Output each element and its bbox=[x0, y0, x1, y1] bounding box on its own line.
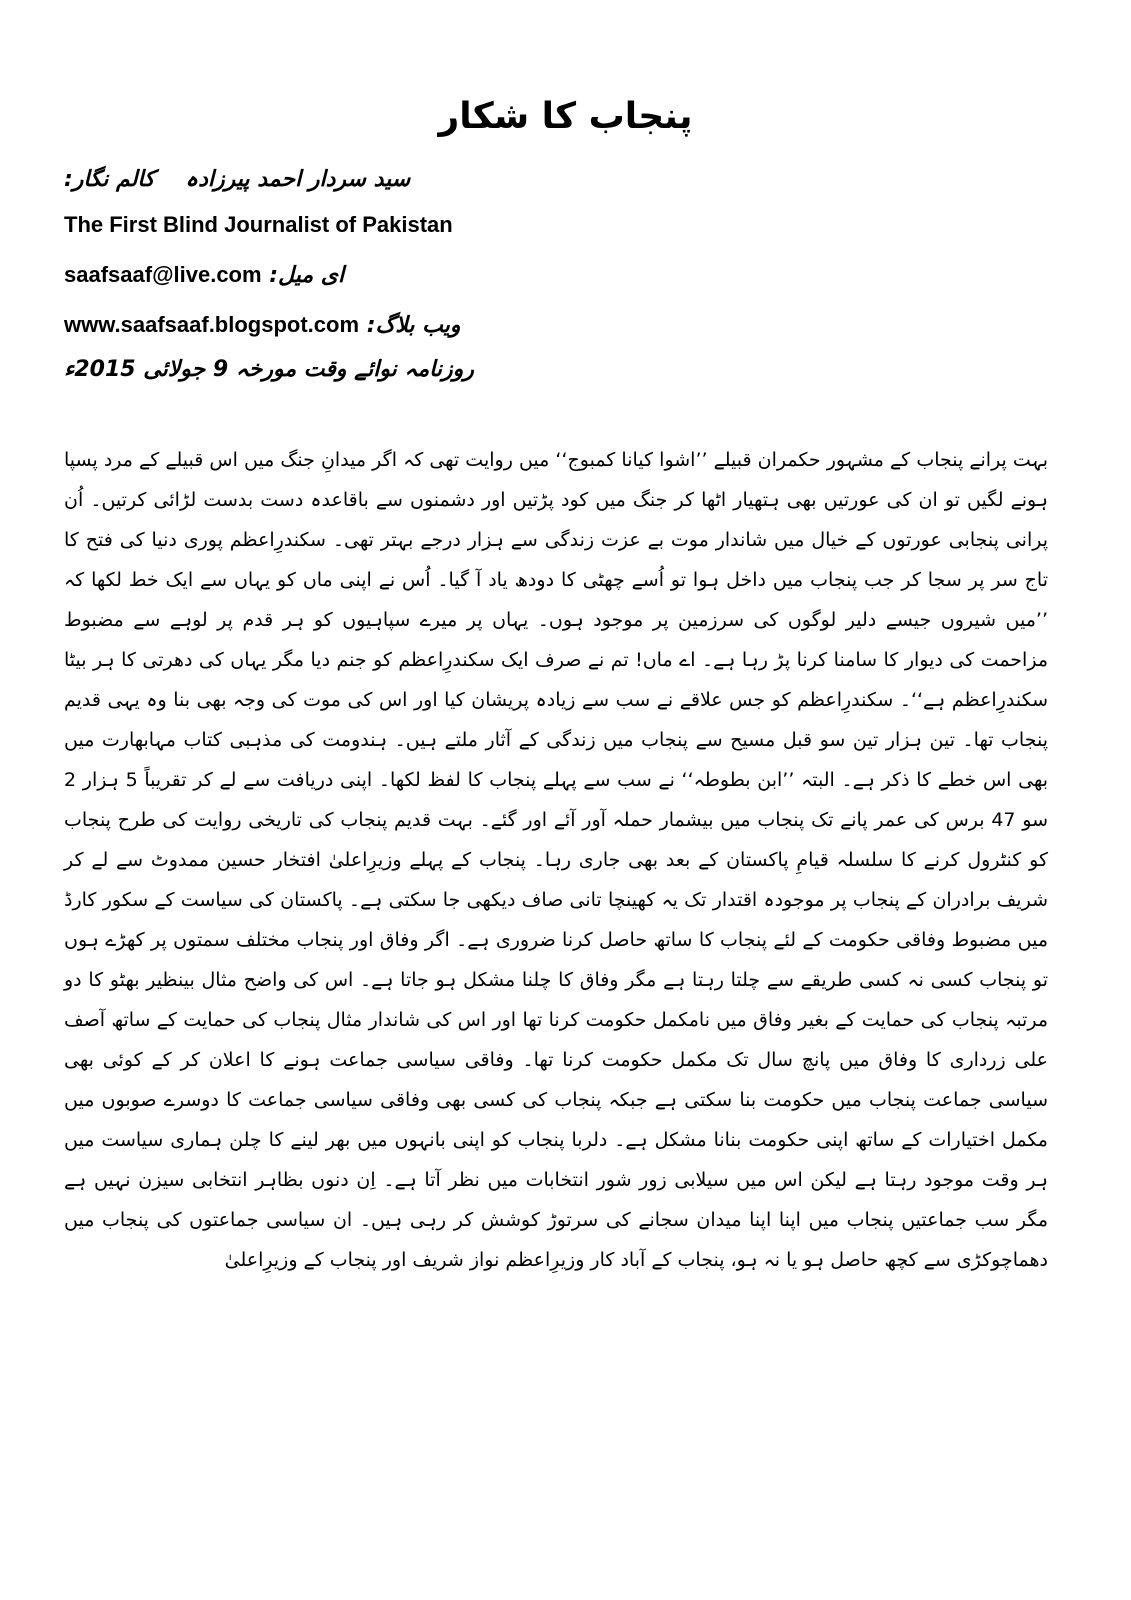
email-label: ای میل: bbox=[269, 263, 345, 288]
author-name: سید سردار احمد پیرزادہ bbox=[185, 167, 411, 192]
email-address: saafsaaf@live.com bbox=[64, 262, 262, 287]
tagline bbox=[64, 205, 453, 245]
author-line bbox=[64, 160, 410, 200]
publication-text: روزنامہ نوائے وقت مورخہ 9 جولائی 2015ء bbox=[64, 357, 474, 382]
author-label: کالم نگار: bbox=[64, 167, 155, 192]
website-line bbox=[64, 305, 460, 345]
publication-line bbox=[64, 350, 474, 390]
article-body: بہت پرانے پنجاب کے مشہور حکمران قبیلے ’’اشوا کیانا کمبوج‘‘ میں روایت تھی کہ اگر میدانِ جنگ میں اس قبیلے کے مرد پسپا ہونے لگیں تو ان کی عورتیں بھی ہتھیار اٹھا کر جنگ میں کود پڑتیں اور دشمنوں سے باقاعدہ دست بدست لڑائی کرتیں۔ اُن پرانی پنجابی عورتوں کے خیال میں شاندار موت بے عزت زندگی سے ہزار درجے بہتر تھی۔ سکندرِاعظم پوری دنیا کی فتح کا تاج سر پر سجا کر جب پنجاب میں داخل ہوا تو اُسے چھٹی کا دودھ یاد آ گیا۔ اُس نے اپنی ماں کو یہاں سے ایک خط لکھا کہ ’’میں شیروں جیسے دلیر لوگوں کی سرزمین پر موجود ہوں۔ یہاں پر میرے سپاہیوں کو ہر قدم پر لوہے سے مضبوط مزاحمت کی دیوار کا سامنا کرنا پڑ رہا ہے۔ اے ماں! تم نے صرف ایک سکندرِاعظم کو جنم دیا مگر یہاں کی دھرتی کا ہر بیٹا سکندرِاعظم ہے‘‘۔ سکندرِاعظم کو جس علاقے نے سب سے زیادہ پریشان کیا اور اس کی موت کی وجہ بھی بنا وہ یہی قدیم پنجاب تھا۔ تین ہزار تین سو قبل مسیح سے پنجاب میں زندگی کے آثار ملتے ہیں۔ ہندومت کی مذہبی کتاب مہابھارت میں بھی اس خطے کا ذکر ہے۔ البتہ ’’ابن بطوطہ‘‘ نے سب سے پہلے پنجاب کا لفظ لکھا۔ اپنی دریافت سے لے کر تقریباً 5 ہزار 2 سو 47 برس کی عمر پانے تک پنجاب میں بیشمار حملہ آور آئے اور گئے۔ بہت قدیم پنجاب کی تاریخی روایت کی طرح پنجاب کو کنٹرول کرنے کا سلسلہ قیامِ پاکستان کے بعد بھی جاری رہا۔ پنجاب کے پہلے وزیرِاعلیٰ افتخار حسین ممدوٹ سے لے کر شریف برادران کے پنجاب پر موجودہ اقتدار تک یہ کھینچا تانی صاف دیکھی جا سکتی ہے۔ پاکستان کی سیاست کے سکور کارڈ میں مضبوط وفاقی حکومت کے لئے پنجاب کا ساتھ حاصل کرنا ضروری ہے۔ اگر وفاق اور پنجاب مختلف سمتوں پر کھڑے ہوں تو پنجاب کسی نہ کسی طریقے سے چلتا رہتا ہے مگر وفاق کا چلنا مشکل ہو جاتا ہے۔ اس کی واضح مثال بینظیر بھٹو کا دو مرتبہ پنجاب کی حمایت کے بغیر وفاق میں نامکمل حکومت کرنا تھا اور اس کی شاندار مثال پنجاب کی حمایت کے ساتھ آصف علی زرداری کا وفاق میں پانچ سال تک مکمل حکومت کرنا تھا۔ وفاقی سیاسی جماعت ہونے کا اعلان کر کے کوئی بھی سیاسی جماعت پنجاب میں حکومت بنا سکتی ہے جبکہ پنجاب کی کسی بھی وفاقی سیاسی جماعت کا دوسرے صوبوں میں مکمل اختیارات کے ساتھ اپنی حکومت بنانا مشکل ہے۔ دلربا پنجاب کو اپنی بانہوں میں بھر لینے کا چلن ہماری سیاست میں ہر وقت موجود رہتا ہے لیکن اس میں سیلابی زور شور انتخابات میں نظر آتا ہے۔ اِن دنوں بظاہر انتخابی سیزن نہیں ہے مگر سب جماعتیں پنجاب میں اپنا اپنا میدان سجانے کی سرتوڑ کوشش کر رہی ہیں۔ ان سیاسی جماعتوں کی پنجاب میں دھماچوکڑی سے کچھ حاصل ہو یا نہ ہو، پنجاب کے آباد کار وزیرِاعظم نواز شریف اور پنجاب کے وزیرِاعلیٰ bbox=[64, 449, 1049, 1271]
website-label: ویب بلاگ: bbox=[366, 313, 461, 338]
email-line bbox=[64, 255, 344, 295]
article-title: پنجاب کا شکار bbox=[438, 96, 693, 137]
tagline-text: The First Blind Journalist of Pakistan bbox=[64, 212, 453, 237]
website-url: www.saafsaaf.blogspot.com bbox=[64, 312, 360, 337]
